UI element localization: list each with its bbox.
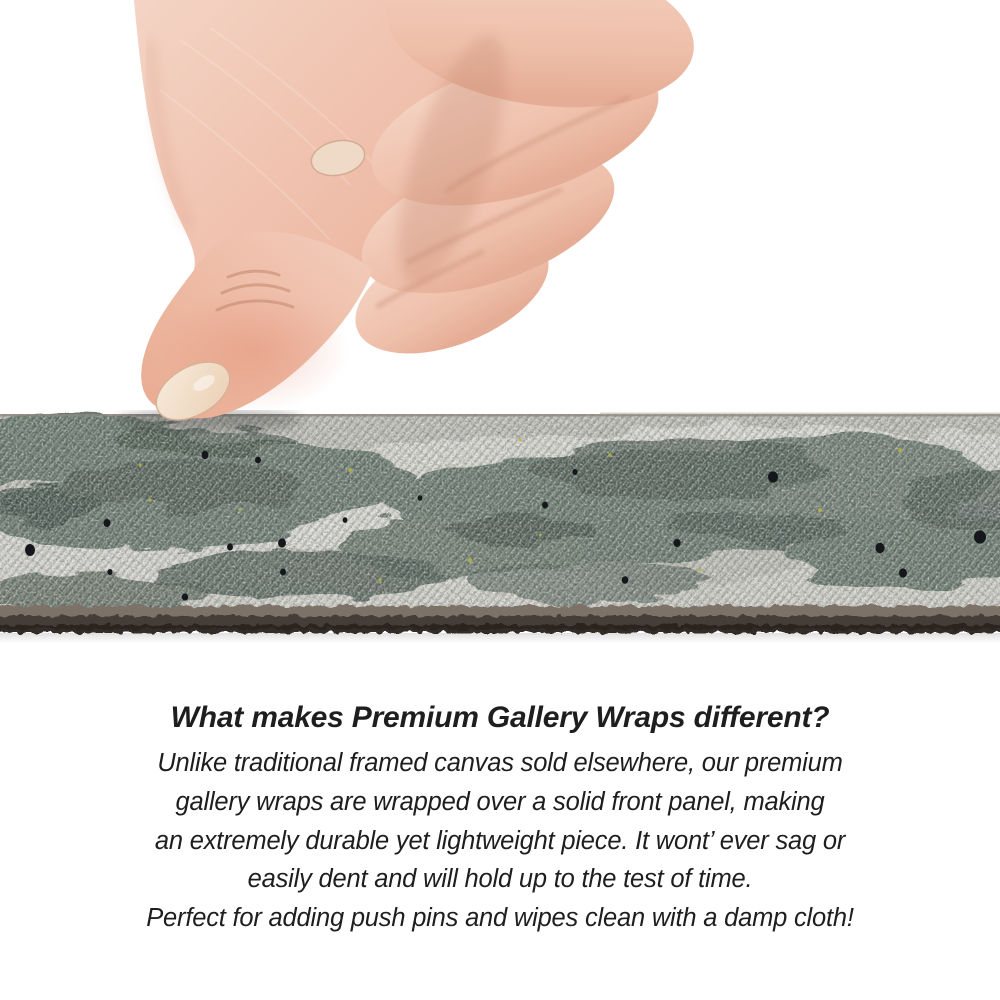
info-heading: What makes Premium Gallery Wraps different? xyxy=(170,701,830,734)
info-body-line-2: gallery wraps are wrapped over a solid front panel, making xyxy=(175,787,825,816)
canvas-strip xyxy=(0,410,1000,646)
info-text-block xyxy=(0,701,1000,938)
canvas-grain-dark xyxy=(0,414,1000,616)
thumb xyxy=(141,232,373,430)
info-body-line-5: Perfect for adding push pins and wipes clean with a damp cloth! xyxy=(146,904,854,933)
canvas-bottom-edge xyxy=(0,606,1000,643)
hand-photo xyxy=(0,0,1000,430)
info-body-line-3: an extremely durable yet lightweight piece. It wont’ ever sag or xyxy=(154,826,846,855)
info-body-line-1: Unlike traditional framed canvas sold elsewhere, our premium xyxy=(157,749,843,777)
info-body-line-4: easily dent and will hold up to the test of time. xyxy=(247,865,753,894)
